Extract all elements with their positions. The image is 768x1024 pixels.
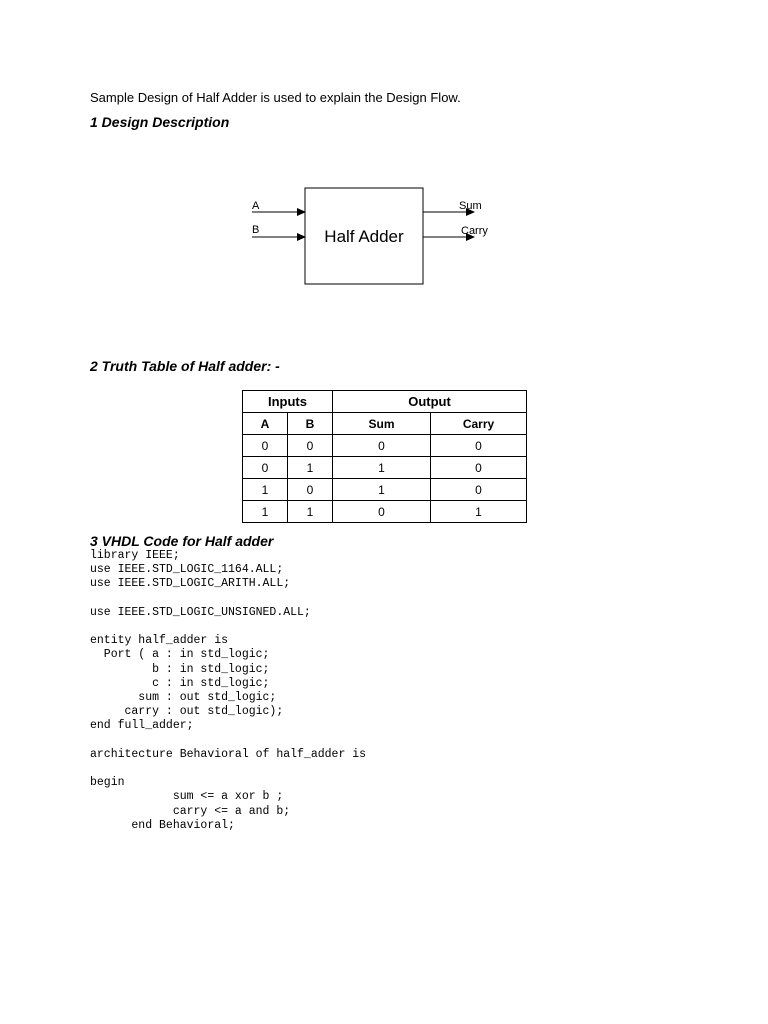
cell-b: 0 bbox=[288, 479, 333, 501]
cell-a: 1 bbox=[243, 501, 288, 523]
table-row bbox=[243, 501, 527, 523]
code-line: use IEEE.STD_LOGIC_ARITH.ALL; bbox=[90, 577, 291, 591]
cell-sum: 1 bbox=[333, 479, 431, 501]
cell-b: 1 bbox=[288, 457, 333, 479]
code-line: architecture Behavioral of half_adder is bbox=[90, 747, 367, 761]
table-column-header-row bbox=[243, 413, 527, 435]
cell-carry: 0 bbox=[431, 479, 527, 501]
cell-b: 1 bbox=[288, 501, 333, 523]
code-line: sum <= a xor b ; bbox=[90, 790, 284, 804]
code-line: use IEEE.STD_LOGIC_1164.ALL; bbox=[90, 563, 284, 577]
code-line: library IEEE; bbox=[90, 549, 180, 562]
heading-design-description: 1 Design Description bbox=[90, 114, 230, 130]
table-row bbox=[243, 435, 527, 457]
half-adder-block-diagram bbox=[245, 185, 505, 285]
code-line: end full_adder; bbox=[90, 719, 194, 733]
cell-b: 0 bbox=[288, 435, 333, 457]
code-line: carry : out std_logic); bbox=[90, 705, 284, 719]
cell-sum: 0 bbox=[333, 435, 431, 457]
column-header-sum: Sum bbox=[333, 413, 431, 435]
cell-sum: 0 bbox=[333, 501, 431, 523]
column-header-carry: Carry bbox=[431, 413, 527, 435]
code-line: use IEEE.STD_LOGIC_UNSIGNED.ALL; bbox=[90, 605, 311, 619]
inputs-header: Inputs bbox=[243, 391, 333, 413]
cell-carry: 0 bbox=[431, 435, 527, 457]
column-header-a: A bbox=[243, 413, 288, 435]
heading-vhdl-code: 3 VHDL Code for Half adder bbox=[90, 533, 274, 549]
code-line: b : in std_logic; bbox=[90, 662, 270, 676]
code-line: Port ( a : in std_logic; bbox=[90, 648, 270, 662]
half-adder-block-label: Half Adder bbox=[324, 227, 404, 246]
output-carry-label: Carry bbox=[461, 225, 488, 237]
table-group-header-row bbox=[243, 391, 527, 413]
truth-table bbox=[242, 390, 527, 523]
code-line: end Behavioral; bbox=[90, 818, 235, 832]
output-header: Output bbox=[333, 391, 527, 413]
cell-carry: 0 bbox=[431, 457, 527, 479]
code-line: begin bbox=[90, 776, 125, 790]
heading-truth-table: 2 Truth Table of Half adder: - bbox=[90, 358, 280, 374]
cell-carry: 1 bbox=[431, 501, 527, 523]
cell-a: 1 bbox=[243, 479, 288, 501]
cell-a: 0 bbox=[243, 457, 288, 479]
code-line: c : in std_logic; bbox=[90, 676, 270, 690]
table-row bbox=[243, 479, 527, 501]
output-sum-label: Sum bbox=[459, 200, 482, 212]
column-header-b: B bbox=[288, 413, 333, 435]
cell-a: 0 bbox=[243, 435, 288, 457]
input-b-label: B bbox=[252, 224, 260, 236]
code-line: entity half_adder is bbox=[90, 634, 229, 648]
table-row bbox=[243, 457, 527, 479]
cell-sum: 1 bbox=[333, 457, 431, 479]
intro-text: Sample Design of Half Adder is used to explain the Design Flow. bbox=[90, 90, 461, 105]
input-a-label: A bbox=[252, 200, 260, 212]
code-line: sum : out std_logic; bbox=[90, 691, 277, 705]
code-line: carry <= a and b; bbox=[90, 804, 291, 818]
vhdl-code-block bbox=[90, 549, 366, 833]
